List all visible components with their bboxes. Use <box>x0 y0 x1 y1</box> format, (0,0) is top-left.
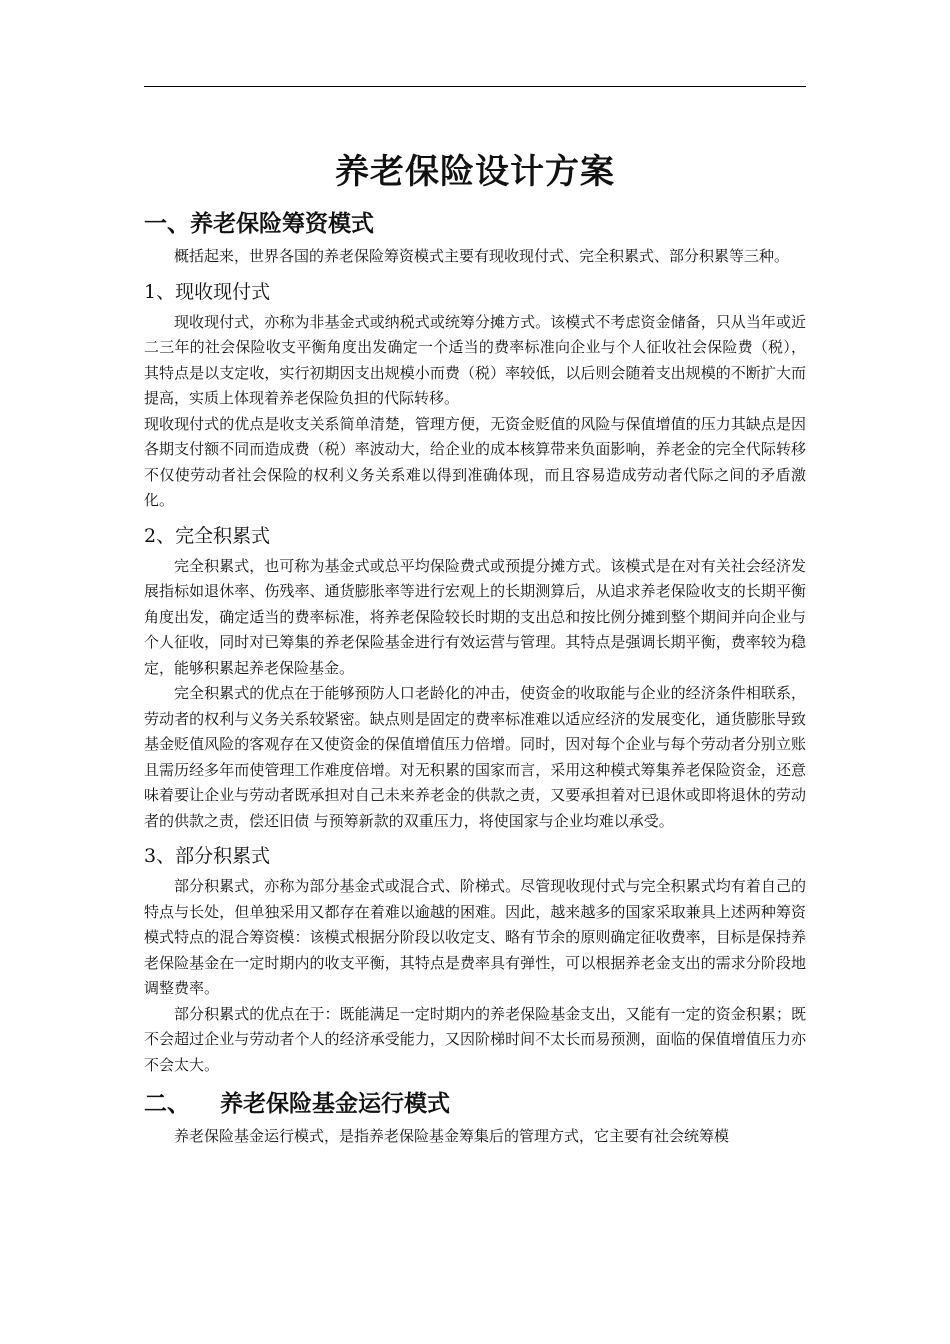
subsection-1-paragraph-1: 现收现付式，亦称为非基金式或纳税式或统筹分摊方式。该模式不考虑资金储备，只从当年或近二三年的社会保险收支平衡角度出发确定一个适当的费率标准向企业与个人征收社会保险费（税），其特点是以支定收，实行初期因支出规模小而费（税）率较低，以后则会随着支出规模的不断扩大而提高，实质上体现着养老保险负担的代际转移。 <box>144 312 806 407</box>
header-rule <box>144 86 806 87</box>
document-title: 养老保险设计方案 <box>335 152 615 192</box>
section-2-heading <box>144 1084 806 1124</box>
subsection-2-paragraph-2: 完全积累式的优点在于能够预防人口老龄化的冲击，使资金的收取能与企业的经济条件相联系，劳动者的权利与义务关系较紧密。缺点则是固定的费率标准难以适应经济的发展变化，通货膨胀导致基金贬值风险的客观存在又使资金的保值增值压力倍增。同时，因对每个企业与每个劳动者分别立账且需历经多年而使管理工作难度倍增。对无积累的国家而言，采用这种模式筹集养老保险资金，还意味着要让企业与劳动者既承担对自己未来养老金的供款之责，又要承担着对已退休或即将退休的劳动者的供款之责，偿还旧债 与预筹新款的双重压力，将使国家与企业均难以承受。 <box>144 684 806 830</box>
subsection-2-heading: 2、完全积累式 <box>144 524 271 547</box>
section-2-title: 养老保险基金运行模式 <box>220 1090 450 1117</box>
section-2-paragraph-1: 养老保险基金运行模式，是指养老保险基金筹集后的管理方式，它主要有社会统筹模 <box>174 1127 730 1145</box>
section-2-number: 二、 <box>144 1090 190 1117</box>
document-body <box>144 146 806 1150</box>
subsection-3-paragraph-2: 部分积累式的优点在于：既能满足一定时期内的养老保险基金支出，又能有一定的资金积累；既不会超过企业与劳动者个人的经济承受能力，又因阶梯时间不太长而易预测，面临的保值增值压力亦不会太大。 <box>144 1004 806 1074</box>
subsection-1-paragraph-2: 现收现付式的优点是收支关系简单清楚，管理方便，无资金贬值的风险与保值增值的压力其缺点是因各期支付额不同而造成费（税）率波动大，给企业的成本核算带来负面影响，养老金的完全代际转移不仅使劳动者社会保险的权利义务关系难以得到准确体现，而且容易造成劳动者代际之间的矛盾激化。 <box>144 414 806 509</box>
subsection-3-paragraph-1: 部分积累式，亦称为部分基金式或混合式、阶梯式。尽管现收现付式与完全积累式均有着自己的特点与长处，但单独采用又都存在着难以逾越的困难。因此，越来越多的国家采取兼具上述两种筹资模式特点的混合筹资模：该模式根据分阶段以收定支、略有节余的原则确定征收费率，目标是保持养老保险基金在一定时期内的收支平衡，其特点是费率具有弹性，可以根据养老金支出的需求分阶段地调整费率。 <box>144 877 806 997</box>
subsection-2-paragraph-1: 完全积累式，也可称为基金式或总平均保险费式或预提分摊方式。该模式是在对有关社会经济发展指标如退休率、伤残率、通货膨胀率等进行宏观上的长期测算后，从追求养老保险收支的长期平衡角度出发，确定适当的费率标准，将养老保险较长时期的支出总和按比例分摊到整个期间并向企业与个人征收，同时对已筹集的养老保险基金进行有效运营与管理。其特点是强调长期平衡，费率较为稳定，能够积累起养老保险基金。 <box>144 556 806 677</box>
subsection-3-heading: 3、部分积累式 <box>144 845 271 867</box>
section-1-heading: 一、养老保险筹资模式 <box>144 210 374 237</box>
section-1-intro: 概括起来，世界各国的养老保险筹资模式主要有现收现付式、完全积累式、部分积累等三种。 <box>174 247 790 265</box>
subsection-1-heading: 1、现收现付式 <box>144 280 271 303</box>
